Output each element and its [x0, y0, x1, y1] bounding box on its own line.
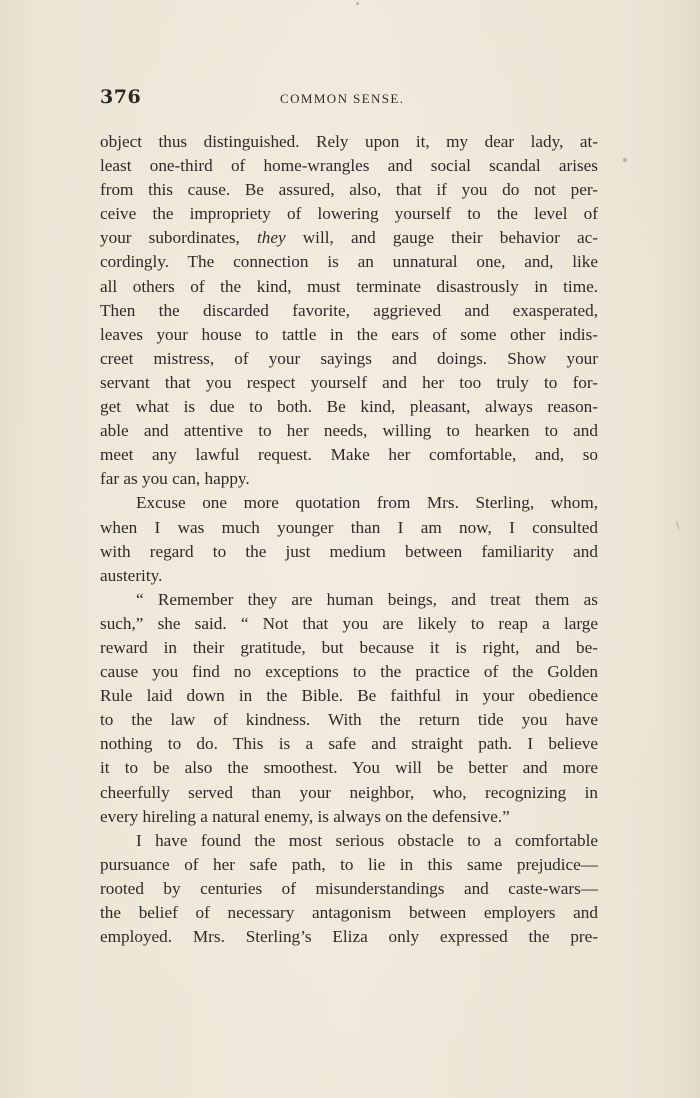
text-line: from this cause. Be assured, also, that if you do not per- — [100, 180, 598, 200]
text-line: every hireling a natural enemy, is always on the defensive.” — [100, 806, 510, 826]
text-line: ceive the impropriety of lowering yourself to the level of — [100, 204, 598, 224]
text-line: when I was much younger than I am now, I consulted — [100, 517, 598, 537]
text-line: cause you find no exceptions to the practice of the Golden — [100, 662, 598, 682]
text-line: to the law of kindness. With the return tide you have — [100, 710, 598, 730]
text-line: leaves your house to tattle in the ears of some other indis- — [100, 324, 598, 344]
text-line: servant that you respect yourself and her too truly to for- — [100, 372, 598, 392]
text-line: creet mistress, of your sayings and doings. Show your — [100, 348, 598, 368]
text-line: all others of the kind, must terminate disastrously in time. — [100, 276, 598, 296]
text-line: Then the discarded favorite, aggrieved and exasperated, — [100, 300, 598, 320]
text-line: the belief of necessary antagonism between employers and — [100, 903, 598, 922]
body-text — [100, 130, 598, 949]
text-line: far as you can, happy. — [100, 469, 250, 489]
page-number: 376 — [100, 86, 142, 108]
text-line: rooted by centuries of misunderstandings and caste-wars— — [100, 878, 598, 898]
text-line: Rule laid down in the Bible. Be faithful in your obedience — [100, 686, 598, 706]
paper-speck — [356, 2, 359, 5]
text-line: cordingly. The connection is an unnatural one, and, like — [100, 252, 598, 272]
emphasis: they — [256, 228, 286, 248]
running-head — [100, 86, 600, 112]
margin-mark: \ — [676, 518, 680, 532]
text-line: nothing to do. This is a safe and straight path. I believe — [100, 734, 598, 754]
text-line: with regard to the just medium between familiarity and — [100, 541, 598, 561]
text-line: meet any lawful request. Make her comfortable, and, so — [100, 445, 598, 465]
text-line: reward in their gratitude, but because it is right, and be- — [100, 637, 598, 657]
text-line: it to be also the smoothest. You will be better and more — [100, 758, 598, 778]
text-line: cheerfully served than your neighbor, who, recognizing in — [100, 782, 598, 802]
text-line: employed. Mrs. Sterling’s Eliza only expressed the pre- — [100, 927, 598, 947]
text-line: pursuance of her safe path, to lie in this same prejudice— — [100, 854, 598, 874]
text-line: Excuse one more quotation from Mrs. Sterling, whom, — [136, 493, 598, 513]
text-line: “ Remember they are human beings, and treat them as — [136, 589, 598, 609]
text-line: least one-third of home-wrangles and social scandal arises — [100, 156, 598, 176]
text-line: get what is due to both. Be kind, pleasant, always reason- — [100, 397, 598, 417]
text-line: I have found the most serious obstacle to a comfortable — [136, 830, 598, 850]
running-title: COMMON SENSE. — [280, 91, 405, 106]
text-line: austerity. — [100, 565, 163, 585]
paper-speck — [623, 158, 627, 162]
text-line: able and attentive to her needs, willing to hearken to and — [100, 421, 598, 441]
text-line: your subordinates, they will, and gauge their behavior ac- — [100, 228, 599, 248]
text-line: such,” she said. “ Not that you are likely to reap a large — [100, 613, 598, 633]
text-line: object thus distinguished. Rely upon it, my dear lady, at- — [100, 132, 598, 151]
